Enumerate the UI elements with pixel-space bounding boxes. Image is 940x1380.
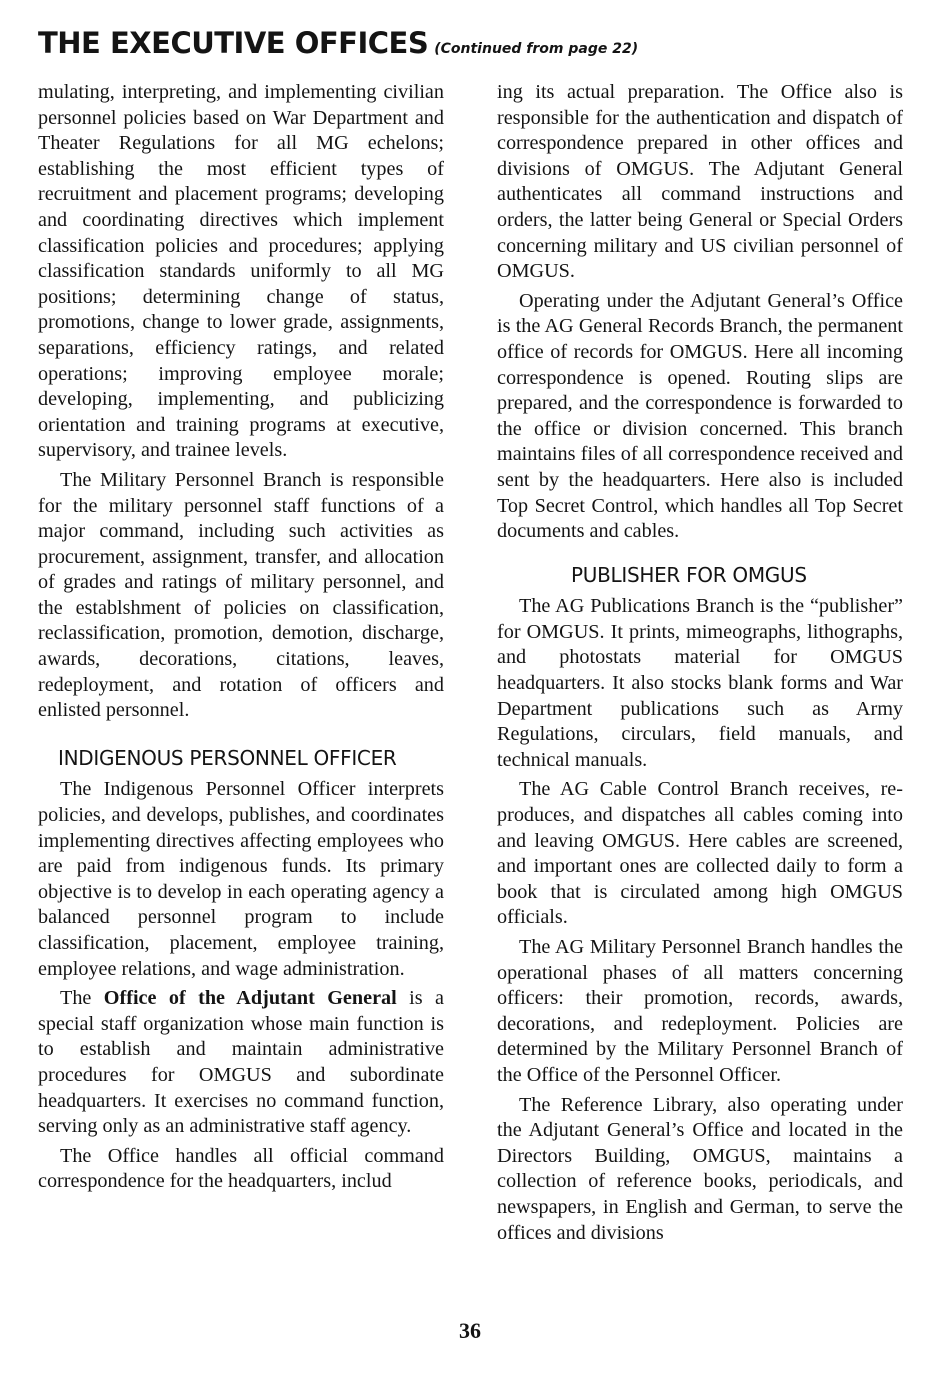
paragraph-cable-control-branch: The AG Cable Control Branch receives, reproduces, and dispatches all cables coming into and leaving OMGUS. Here cables are screened, and important ones are collected daily to form a book that is circulated among high OMGUS officials.	[497, 778, 903, 929]
paragraph-military-personnel-branch: The Military Personnel Branch is responsible for the military personnel staff functions of a major command, including such activities as procurement, assignment, transfer, and allocation of grades and ratings of military personnel, and the establshment of policies on classification, reclassification, promotion, demotion, discharge, awards, decorations, citations, leaves, redeployment, and rotation of officers and enlisted personnel.	[38, 468, 444, 722]
paragraph-continued: mulating, interpreting, and implementing civilian personnel policies based on War Department and Theater Regulations for all MG echelons; establishing the most efficient types of recruitment and placement programs; developing and coordinating directives which implement classification policies and procedures; applying classification standards uniformly to all MG positions; determining change of status, promotions, change to lower grade, assignments, separations, efficiency ratings, and related operations; improving employee morale; developing, implementing, and publicizing orientation and training programs at executive, supervisory, and trainee levels.	[38, 81, 444, 462]
left-column	[38, 80, 444, 1199]
right-column	[497, 80, 903, 1250]
page-number: 36	[459, 1318, 481, 1343]
page-header	[38, 26, 638, 60]
paragraph-general-records-branch: Operating under the Adjutant General’s Office is the AG General Records Branch, the permanent office of records for OMGUS. Here all incoming correspondence is opened. Routing slips are prepared, and the correspondence is forwarded to the office or division concerned. This branch maintains files of all correspondence received and sent by the headquarters. Here also is included Top Secret Control, which handles all Top Secret documents and cables.	[497, 289, 903, 543]
paragraph-indigenous-personnel-officer: The Indigenous Personnel Officer interprets policies, and develops, publishes, and coordinates implementing directives affecting employees who are paid from indigenous funds. Its primary objective is to develop in each operating agency a balanced personnel program to include classification, placement, employee training, employee relations, and wage administration.	[38, 778, 444, 980]
paragraph-military-personnel-branch-ag: The AG Military Personnel Branch handles the operational phases of all matters concerning officers: their promotion, records, awards, decorations, and redeployment. Policies are determined by the Military Personnel Branch of the Office of the Personnel Officer.	[497, 936, 903, 1086]
paragraph-publications-branch: The AG Publications Branch is the “publisher” for OMGUS. It prints, mimeographs, lithographs, and photostats material for OMGUS headquarters. It also stocks blank forms and War Department publications such as Army Regulations, circulars, field manuals, and technical manuals.	[497, 595, 903, 771]
section-title: THE EXECUTIVE OFFICES	[38, 26, 429, 60]
paragraph-lead: The	[60, 987, 104, 1010]
paragraph-reference-library: The Reference Library, also operating under the Adjutant General’s Office and located in the Directors Building, OMGUS, maintains a collection of reference books, periodicals, and newspapers, in English and German, to serve the offices and divisions	[497, 1093, 903, 1244]
continuation-note: (Continued from page 22)	[434, 41, 639, 57]
heading-publisher-for-omgus: PUBLISHER FOR OMGUS	[571, 562, 807, 587]
bold-office-name: Office of the Adjutant General	[103, 987, 397, 1010]
heading-indigenous-personnel-officer: INDIGENOUS PERSONNEL OFFICER	[58, 745, 397, 770]
paragraph-rest: is a special staff organization whose main function is to establish and maintain administrative procedures for OMGUS and subordinate headquarters. It exercises no command function, serving only as an administrative staff agency.	[38, 987, 444, 1138]
paragraph-adjutant-general	[38, 986, 444, 1140]
paragraph-command-correspondence: The Office handles all official command correspondence for the headquarters, includ	[38, 1144, 444, 1193]
paragraph-continued: ing its actual preparation. The Office also is responsible for the authentication and dispatch of correspondence prepared in other offices and divisions of OMGUS. The Adjutant General authenticates all command instructions and orders, the latter being General or Special Orders concerning military and US civilian personnel of OMGUS.	[497, 81, 903, 283]
